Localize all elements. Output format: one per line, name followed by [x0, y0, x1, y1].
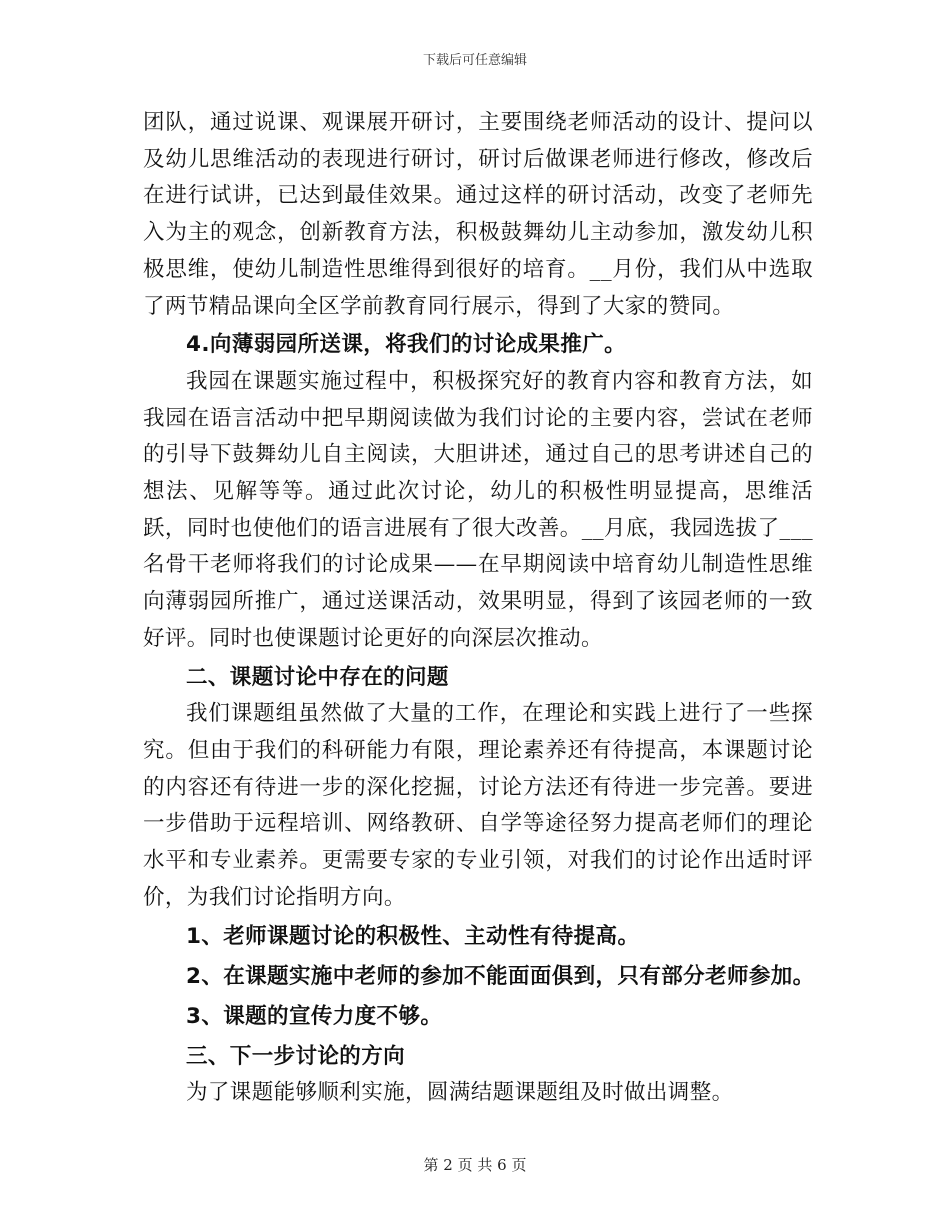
- paragraph-team-research: 团队，通过说课、观课展开研讨，主要围绕老师活动的设计、提问以及幼儿思维活动的表现进行研讨，研讨后做课老师进行修改，修改后在进行试讲，已达到最佳效果。通过这样的研讨活动，改变了老师先入为主的观念，创新教育方法，积极鼓舞幼儿主动参加，激发幼儿积极思维，使幼儿制造性思维得到很好的培育。__月份，我们从中选取了两节精品课向全区学前教育同行展示，得到了大家的赞同。: [143, 110, 813, 319]
- paragraph-adjustment: 为了课题能够顺利实施，圆满结题课题组及时做出调整。: [186, 1080, 734, 1106]
- document-body: [143, 105, 813, 1112]
- paragraph-reading-activity: 我园在课题实施过程中，积极探究好的教育内容和教育方法，如我园在语言活动中把早期阅读做为我们讨论的主要内容，尝试在老师的引导下鼓舞幼儿自主阅读，大胆讲述，通过自己的思考讲述自己的想法、见解等等。通过此次讨论，幼儿的积极性明显提高，思维活跃，同时也使他们的语言进展有了很大改善。__月底，我园选拔了___名骨干老师将我们的讨论成果——在早期阅读中培育幼儿制造性思维向薄弱园所推广，通过送课活动，效果明显，得到了该园老师的一致好评。同时也使课题讨论更好的向深层次推动。: [143, 368, 813, 651]
- page-header: 下载后可任意编辑: [422, 53, 527, 68]
- section-title-next-steps: 三、下一步讨论的方向: [186, 1043, 406, 1069]
- subheading-send-lessons: 4.向薄弱园所送课，将我们的讨论成果推广。: [186, 332, 627, 358]
- section-title-problems: 二、课题讨论中存在的问题: [186, 664, 449, 690]
- list-item-issue-2: 2、在课题实施中老师的参加不能面面俱到，只有部分老师参加。: [186, 964, 815, 990]
- list-item-issue-3: 3、课题的宣传力度不够。: [186, 1003, 443, 1029]
- page-number: 第 2 页 共 6 页: [423, 1156, 527, 1174]
- paragraph-problems: 我们课题组虽然做了大量的工作，在理论和实践上进行了一些探究。但由于我们的科研能力有限，理论素养还有待提高，本课题讨论的内容还有待进一步的深化挖掘，讨论方法还有待进一步完善。要进一步借助于远程培训、网络教研、自学等途径努力提高老师们的理论水平和专业素养。更需要专家的专业引领，对我们的讨论作出适时评价，为我们讨论指明方向。: [143, 701, 813, 910]
- list-item-issue-1: 1、老师课题讨论的积极性、主动性有待提高。: [186, 924, 640, 950]
